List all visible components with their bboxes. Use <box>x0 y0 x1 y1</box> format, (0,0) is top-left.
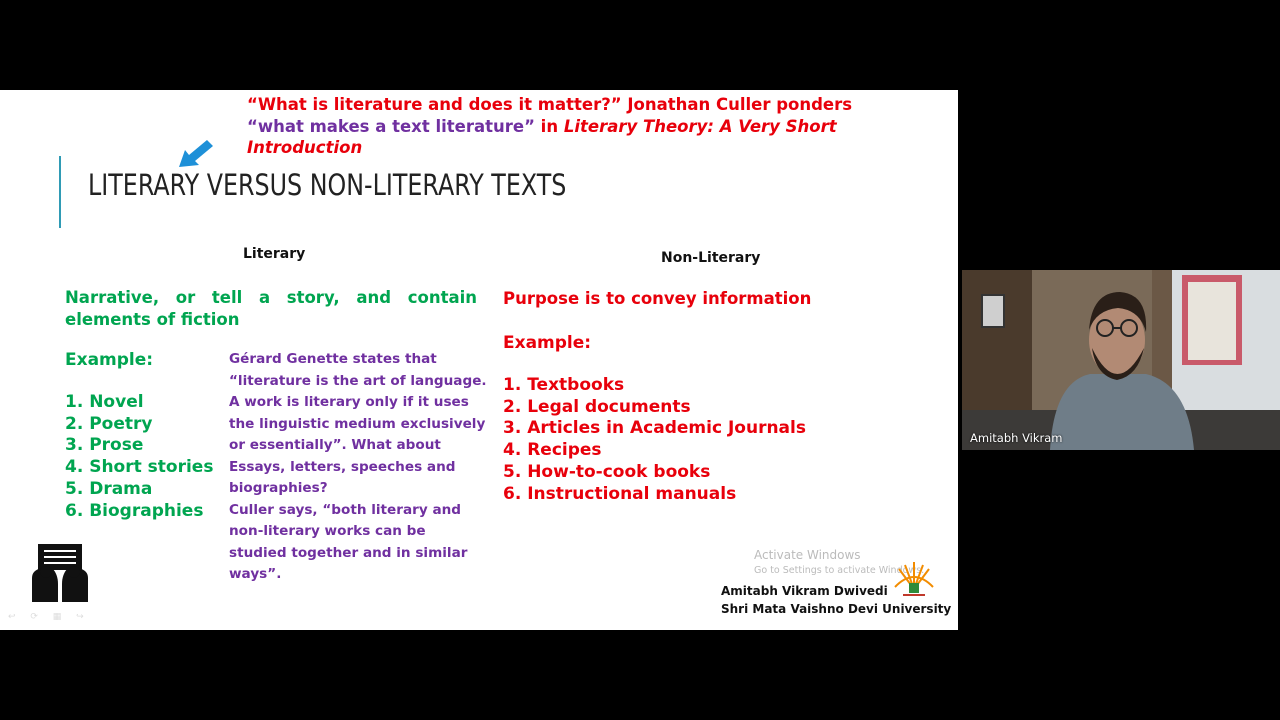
author-name: Amitabh Vikram Dwivedi <box>721 584 888 598</box>
author-university: Shri Mata Vaishno Devi University <box>721 602 952 616</box>
literary-examples-list <box>65 392 213 522</box>
participant-name: Amitabh Vikram <box>970 431 1063 445</box>
video-frame <box>962 270 1280 450</box>
quote-line-2-purple: “what makes a text literature” <box>247 116 535 136</box>
list-item: 4. Recipes <box>503 440 602 461</box>
list-item: 2. Legal documents <box>503 396 691 417</box>
literary-description: Narrative, or tell a story, and contain elements of fiction <box>65 288 477 329</box>
quote-in: in <box>534 116 564 136</box>
list-item: 1. Textbooks <box>503 375 625 395</box>
non-literary-heading: Non-Literary <box>661 250 761 266</box>
book-title-b: Introduction <box>247 138 363 157</box>
genette-note <box>229 349 487 586</box>
culler-quote <box>247 94 937 159</box>
watermark-subtitle: Go to Settings to activate Windows. <box>754 565 925 576</box>
arrow-icon <box>177 136 217 170</box>
list-item: 5. How-to-cook books <box>503 461 711 482</box>
list-item: 6. Biographies <box>65 500 204 521</box>
list-item: 6. Instructional manuals <box>503 483 737 504</box>
list-item: 4. Short stories <box>65 457 214 478</box>
genette-paragraph: Gérard Genette states that “literature is the art of language. A work is literary only if it uses the linguistic medium exclusively or essentially”. What about Essays, letters, speeches and biographies? <box>229 351 487 496</box>
quote-line-1: “What is literature and does it matter?” Jonathan Culler ponders <box>247 95 853 114</box>
non-literary-description: Purpose is to convey information <box>503 289 812 308</box>
list-item: 3. Articles in Academic Journals <box>503 418 806 439</box>
slide-nav-controls[interactable]: ↩ ⟳ ▦ ↪ <box>8 612 90 622</box>
non-literary-example-label: Example: <box>503 333 592 353</box>
list-item: 1. Novel <box>65 392 144 412</box>
list-item: 5. Drama <box>65 478 153 499</box>
presentation-slide <box>0 90 958 630</box>
culler-paragraph: Culler says, “both literary and non-literary works can be studied together and in similar ways”. <box>229 501 468 582</box>
title-accent-bar <box>59 156 61 228</box>
watermark-title: Activate Windows <box>754 548 861 562</box>
list-item: 3. Prose <box>65 435 144 456</box>
literary-example-label: Example: <box>65 350 154 370</box>
university-logo-icon <box>889 559 939 599</box>
reader-icon <box>28 544 92 602</box>
non-literary-examples-list <box>503 375 806 505</box>
book-title-a: Literary Theory: A Very Short <box>563 116 837 136</box>
literary-heading: Literary <box>243 246 306 262</box>
list-item: 2. Poetry <box>65 413 153 434</box>
slide-title: LITERARY VERSUS NON-LITERARY TEXTS <box>88 168 567 202</box>
participant-video[interactable] <box>962 270 1280 450</box>
